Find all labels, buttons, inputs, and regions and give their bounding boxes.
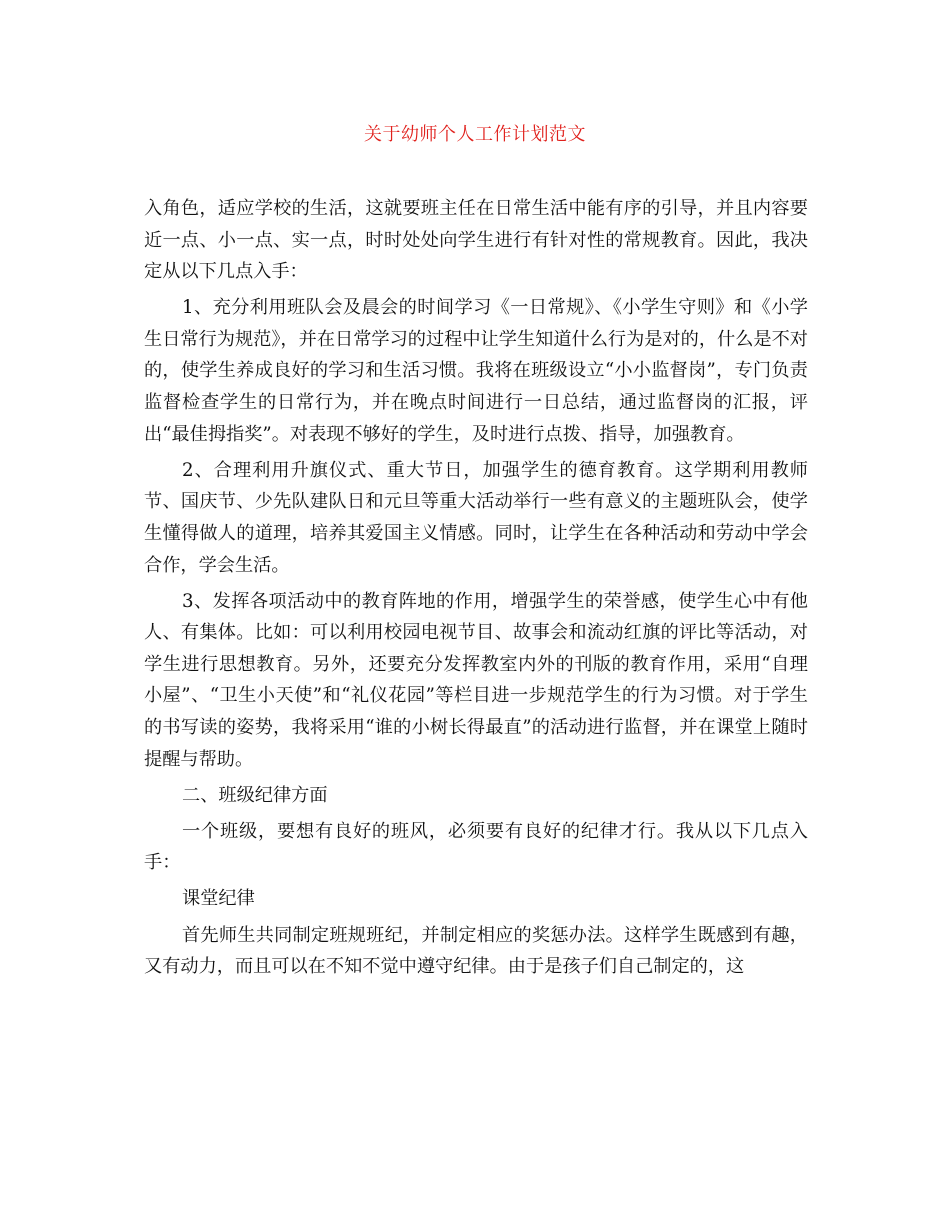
document-body [144,193,808,987]
paragraph-intro: 入角色，适应学校的生活，这就要班主任在日常生活中能有序的引导，并且内容要近一点、小一点、实一点，时时处处向学生进行有针对性的常规教育。因此，我决定从以下几点入手： [144,198,808,283]
paragraph-discipline-intro: 一个班级，要想有良好的班风，必须要有良好的纪律才行。我从以下几点入手： [144,820,808,874]
paragraph-classroom-rules: 首先师生共同制定班规班纪，并制定相应的奖惩办法。这样学生既感到有趣，又有动力，而且可以在不知不觉中遵守纪律。由于是孩子们自己制定的，这 [144,924,808,978]
paragraph-item-2: 2、合理利用升旗仪式、重大节日，加强学生的德育教育。这学期利用教师节、国庆节、少先队建队日和元旦等重大活动举行一些有意义的主题班队会，使学生懂得做人的道理，培养其爱国主义情感。同时，让学生在各种活动和劳动中学会合作，学会生活。 [144,459,808,576]
document-title: 关于幼师个人工作计划范文 [364,124,586,145]
subheading-classroom-discipline: 课堂纪律 [182,888,255,910]
paragraph-item-3: 3、发挥各项活动中的教育阵地的作用，增强学生的荣誉感，使学生心中有他人、有集体。比如：可以利用校园电视节目、故事会和流动红旗的评比等活动，对学生进行思想教育。另外，还要充分发挥教室内外的刊版的教育作用，采用“自理小屋”、“卫生小天使”和“礼仪花园”等栏目进一步规范学生的行为习惯。对于学生的书写读的姿势，我将采用“谁的小树长得最直”的活动进行监督，并在课堂上随时提醒与帮助。 [144,590,808,770]
paragraph-item-1: 1、充分利用班队会及晨会的时间学习《一日常规》、《小学生守则》和《小学生日常行为规范》，并在日常学习的过程中让学生知道什么行为是对的，什么是不对的，使学生养成良好的学习和生活习惯。我将在班级设立“小小监督岗”，专门负责监督检查学生的日常行为，并在晚点时间进行一日总结，通过监督岗的汇报，评出“最佳拇指奖”。对表现不够好的学生，及时进行点拨、指导，加强教育。 [144,297,808,445]
section-heading-discipline: 二、班级纪律方面 [182,784,328,806]
